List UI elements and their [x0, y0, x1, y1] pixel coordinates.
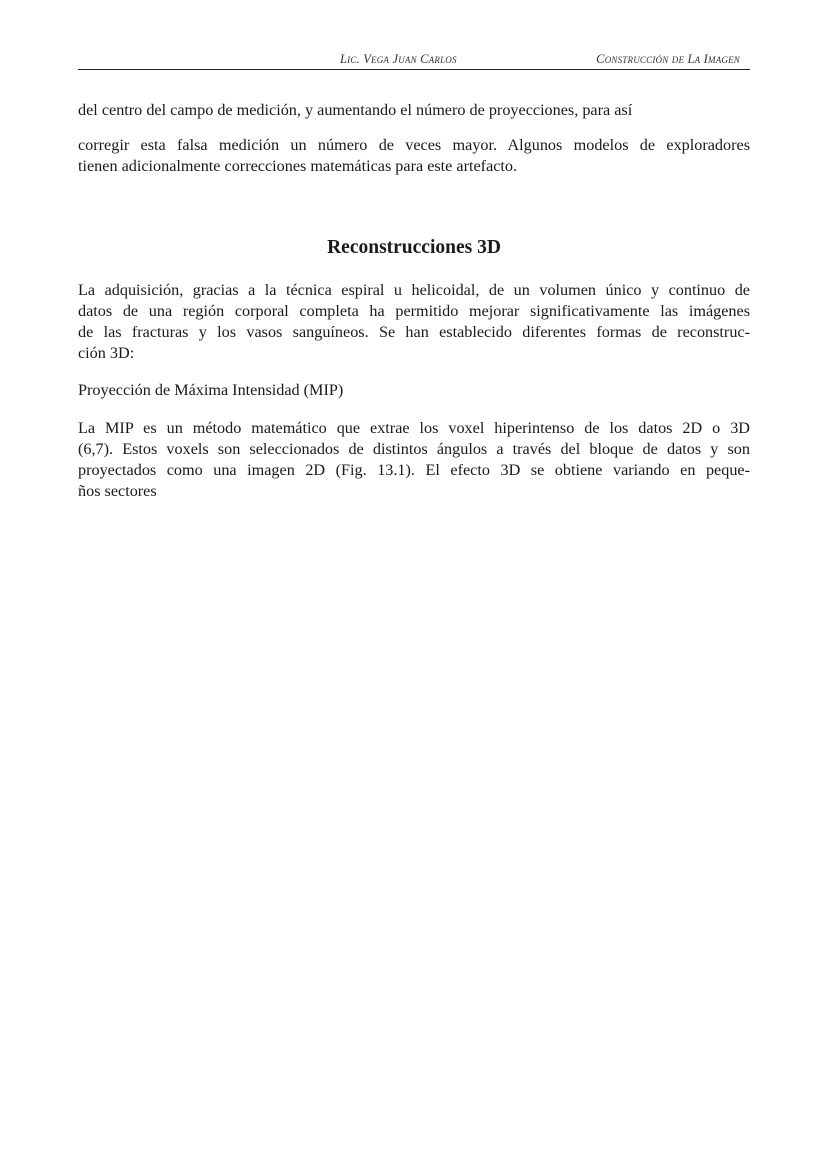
- text-line: datos de una región corporal completa ha permitido mejorar significativamente las imágenes: [78, 302, 750, 320]
- text-line: La MIP es un método matemático que extrae los voxel hiperintenso de los datos 2D o 3D: [78, 419, 750, 437]
- intro-paragraph-line1: [78, 100, 750, 121]
- text-line: proyectados como una imagen 2D (Fig. 13.1). El efecto 3D se obtiene variando en peque-: [78, 461, 750, 479]
- text-line: ción 3D:: [78, 344, 135, 362]
- section-paragraph: [78, 280, 750, 364]
- intro-paragraph-continuation: [78, 135, 750, 177]
- header-author: Lic. Vega Juan Carlos: [340, 52, 457, 66]
- text-line: (6,7). Estos voxels son seleccionados de distintos ángulos a través del bloque de datos y son: [78, 440, 750, 458]
- text-line: corregir esta falsa medición un número de veces mayor. Algunos modelos de exploradores: [78, 136, 750, 154]
- text-line: La adquisición, gracias a la técnica espiral u helicoidal, de un volumen único y continuo de: [78, 281, 750, 299]
- text-line: de las fracturas y los vasos sanguíneos. Se han establecido diferentes formas de reconstruc-: [78, 323, 750, 341]
- text-line: tienen adicionalmente correcciones matemáticas para este artefacto.: [78, 157, 518, 175]
- page-header: [78, 52, 750, 70]
- text-line: del centro del campo de medición, y aumentando el número de proyecciones, para así: [78, 101, 633, 119]
- mip-paragraph: [78, 418, 750, 502]
- subheading-text: Proyección de Máxima Intensidad (MIP): [78, 381, 344, 399]
- subheading: [78, 380, 750, 401]
- section-title: Reconstrucciones 3D: [327, 237, 501, 258]
- header-chapter: Construcción de La Imagen: [596, 52, 740, 66]
- text-line: ños sectores: [78, 482, 157, 500]
